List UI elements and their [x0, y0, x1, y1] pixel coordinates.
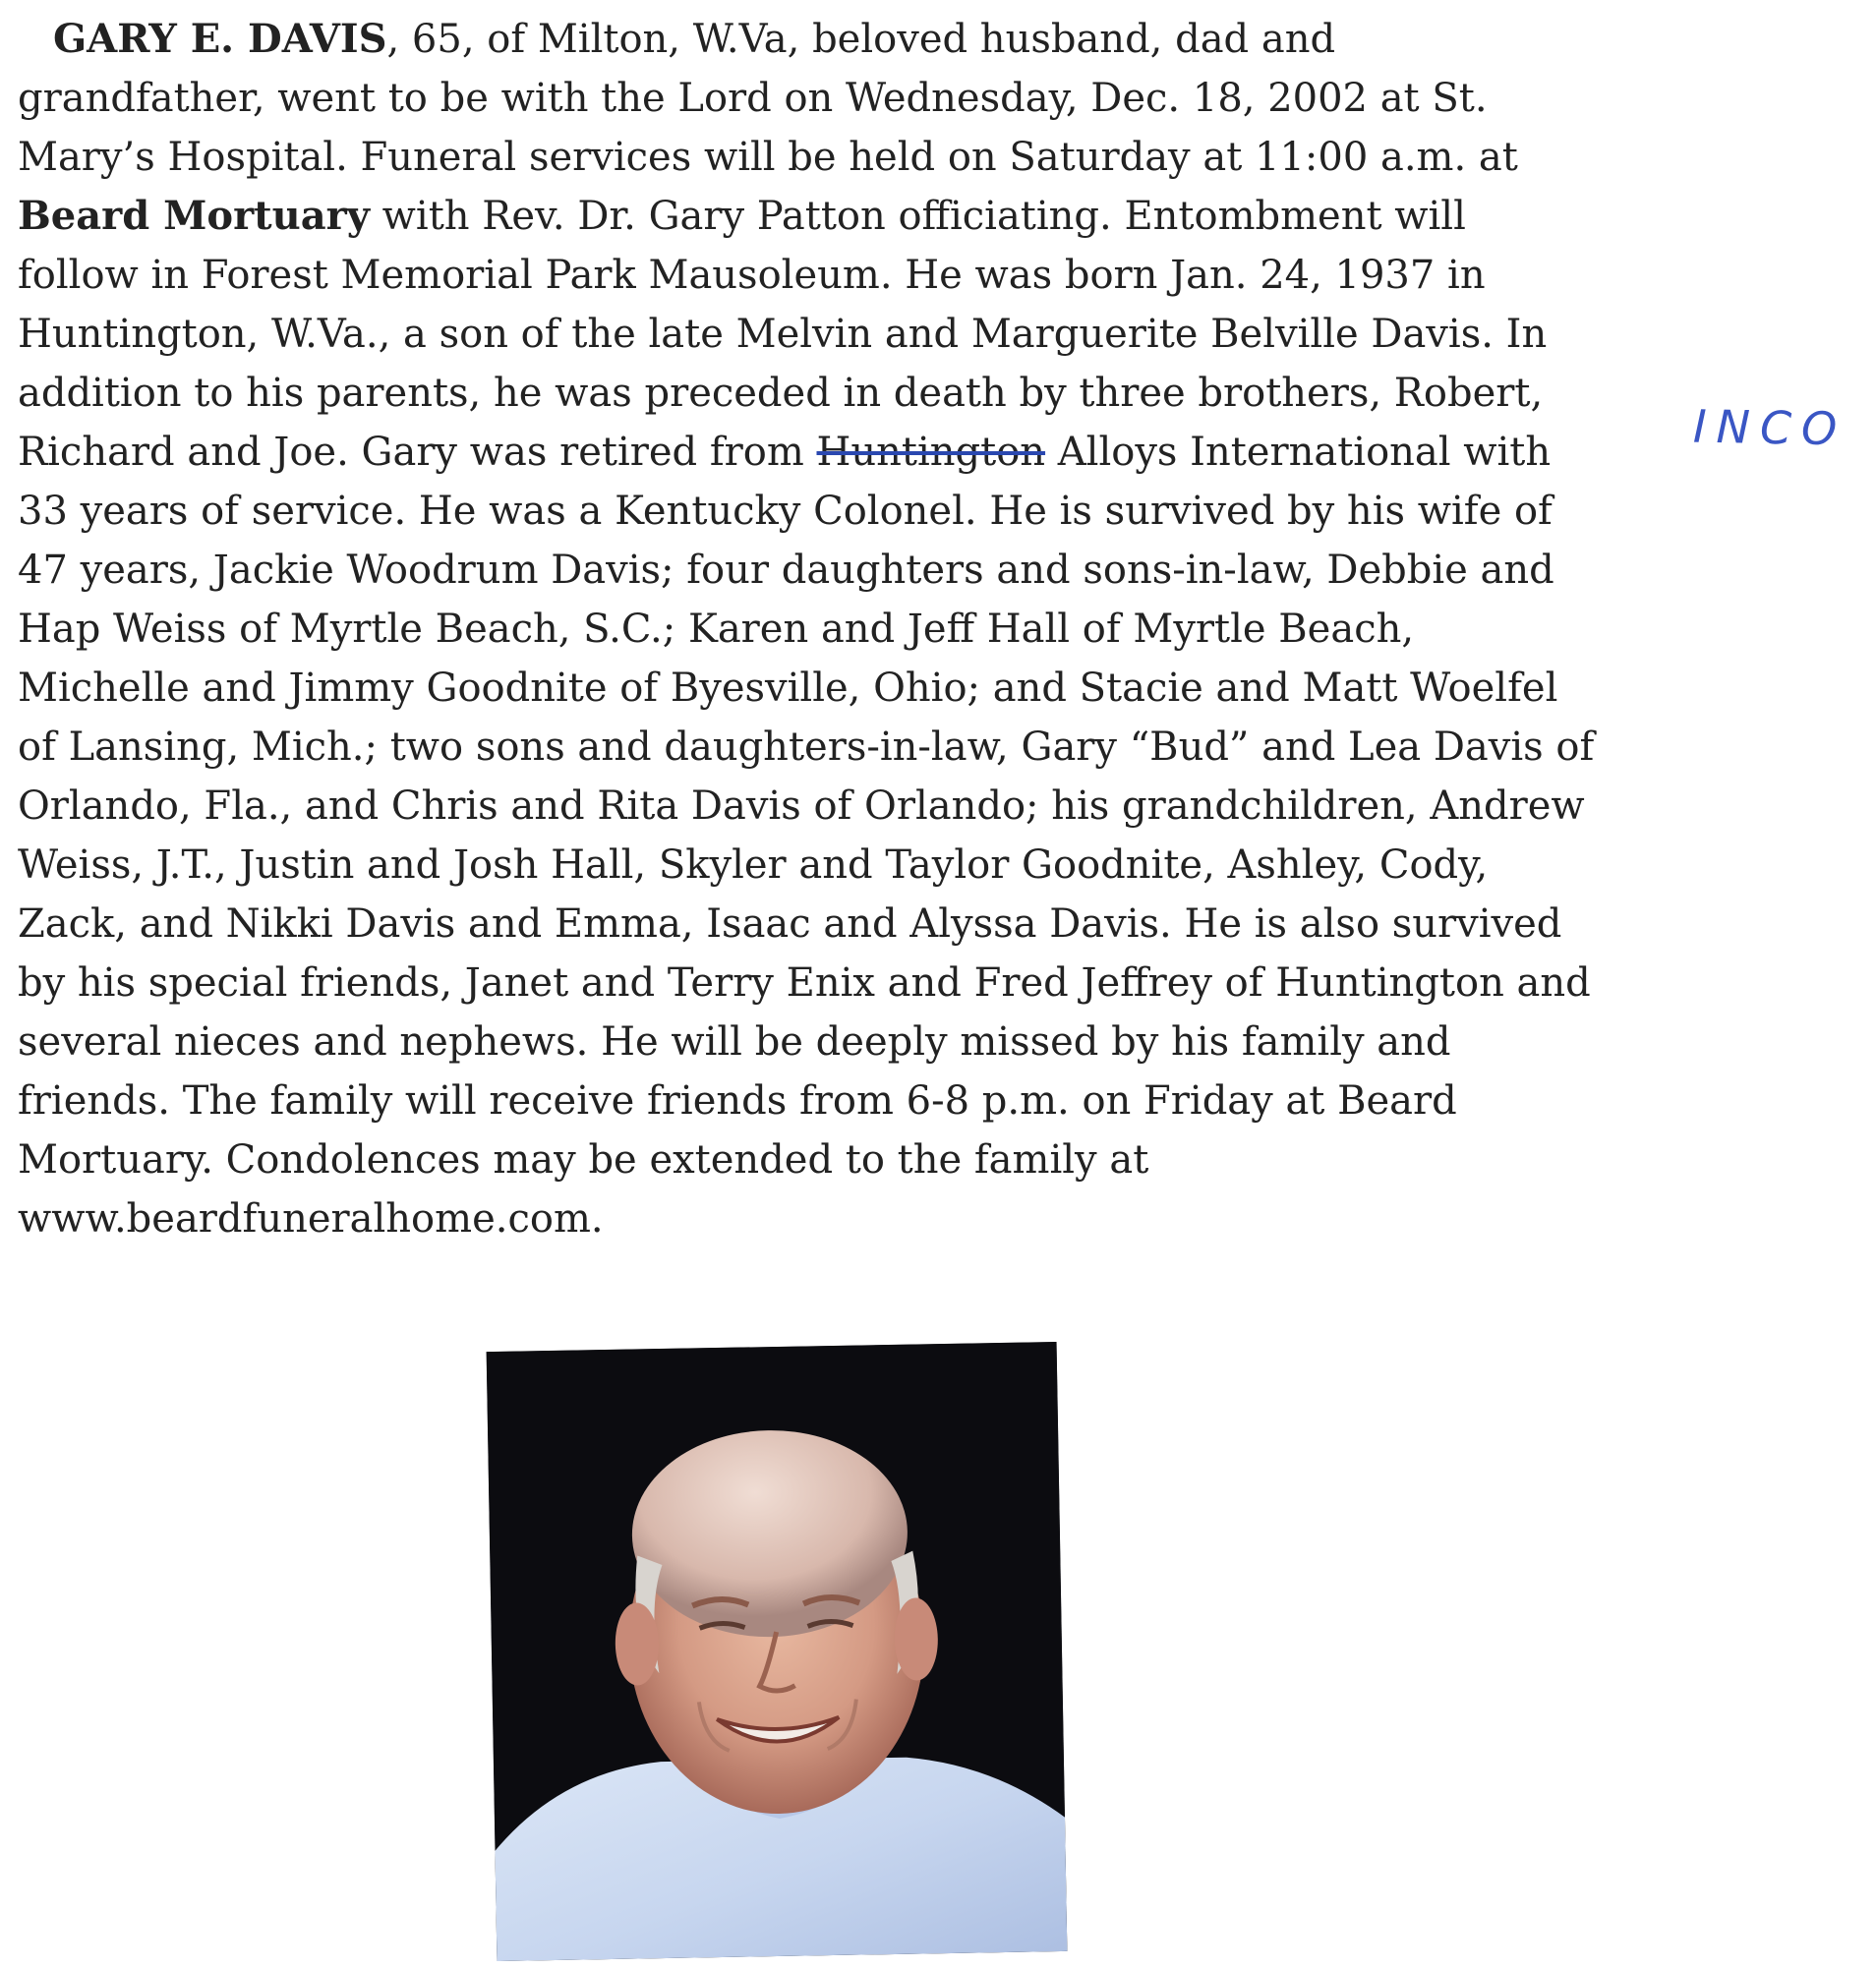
obituary-line: Mortuary. Condolences may be extended to the family at: [18, 1137, 1149, 1183]
obituary-line: Orlando, Fla., and Chris and Rita Davis of Orlando; his grandchildren, Andrew: [18, 783, 1585, 829]
obituary-text: [18, 10, 1689, 1248]
obituary-line: addition to his parents, he was preceded in death by three brothers, Robert,: [18, 371, 1544, 416]
mortuary-name: Beard Mortuary: [18, 193, 370, 239]
portrait-illustration: [487, 1342, 1068, 1961]
obituary-line: follow in Forest Memorial Park Mausoleum. He was born Jan. 24, 1937 in: [18, 253, 1486, 298]
obituary-line: grandfather, went to be with the Lord on Wednesday, Dec. 18, 2002 at St.: [18, 76, 1488, 121]
line-text: with Rev. Dr. Gary Patton officiating. Entombment will: [369, 194, 1466, 239]
obituary-line: [18, 187, 1689, 246]
obituary-line: Weiss, J.T., Justin and Josh Hall, Skyler and Taylor Goodnite, Ashley, Cody,: [18, 842, 1489, 888]
line-text: Richard and Joe. Gary was retired from: [18, 430, 817, 475]
obituary-line: 33 years of service. He was a Kentucky Colonel. He is survived by his wife of: [18, 489, 1553, 534]
obituary-line: Mary’s Hospital. Funeral services will be held on Saturday at 11:00 a.m. at: [18, 135, 1518, 180]
obituary-line: [18, 10, 1689, 69]
obituary-line: www.beardfuneralhome.com.: [18, 1196, 604, 1242]
obituary-line: several nieces and nephews. He will be deeply missed by his family and: [18, 1019, 1451, 1065]
struck-out-word: Huntington: [816, 430, 1046, 475]
obituary-line: [18, 423, 1689, 482]
obituary-line: Michelle and Jimmy Goodnite of Byesville, Ohio; and Stacie and Matt Woelfel: [18, 666, 1558, 711]
obituary-line: friends. The family will receive friends from 6-8 p.m. on Friday at Beard: [18, 1078, 1457, 1124]
obituary-line: of Lansing, Mich.; two sons and daughters-in-law, Gary “Bud” and Lea Davis of: [18, 724, 1595, 770]
deceased-name: GARY E. DAVIS: [53, 16, 387, 62]
obituary-line: 47 years, Jackie Woodrum Davis; four daughters and sons-in-law, Debbie and: [18, 548, 1554, 593]
obituary-line: by his special friends, Janet and Terry Enix and Fred Jeffrey of Huntington and: [18, 960, 1591, 1006]
handwritten-annotation: INCO: [1692, 399, 1847, 456]
obituary-line: Zack, and Nikki Davis and Emma, Isaac and Alyssa Davis. He is also survived: [18, 901, 1562, 947]
portrait-photo: [487, 1342, 1068, 1961]
line-text: , 65, of Milton, W.Va, beloved husband, dad and: [386, 17, 1336, 62]
obituary-line: Hap Weiss of Myrtle Beach, S.C.; Karen and Jeff Hall of Myrtle Beach,: [18, 607, 1415, 652]
line-text: Alloys International with: [1045, 430, 1552, 475]
obituary-line: Huntington, W.Va., a son of the late Melvin and Marguerite Belville Davis. In: [18, 312, 1548, 357]
